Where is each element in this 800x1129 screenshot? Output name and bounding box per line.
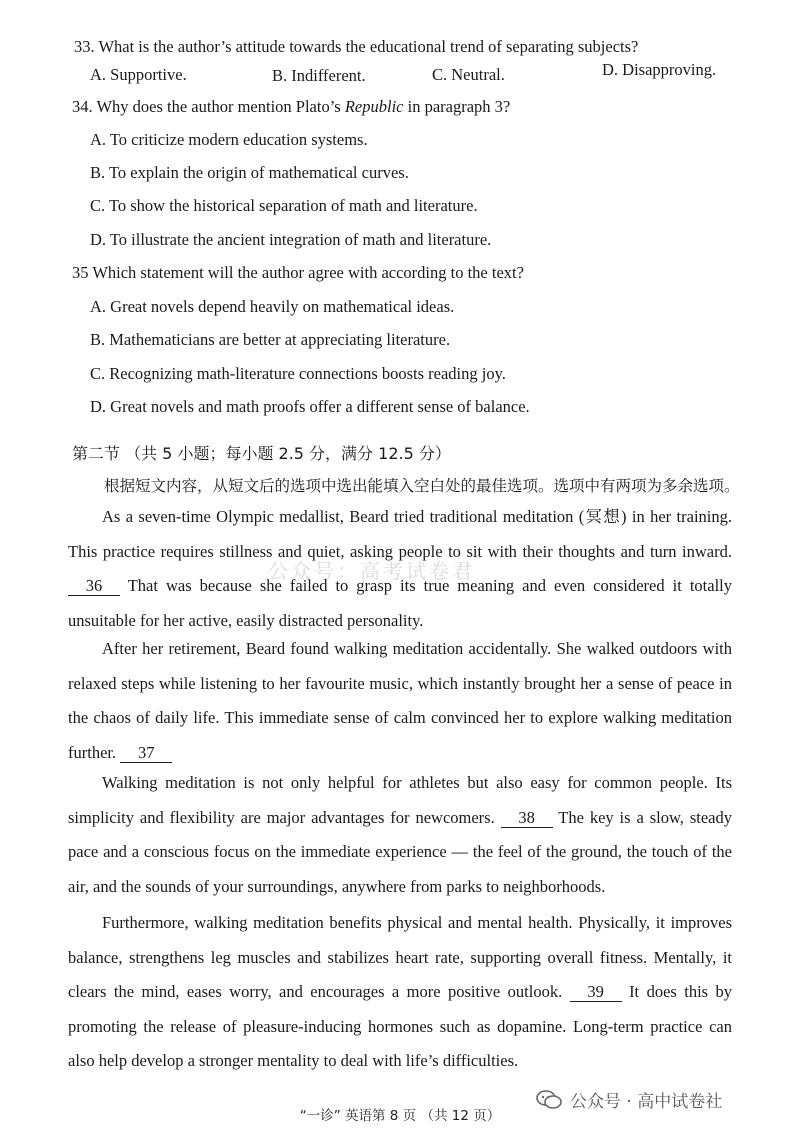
- passage-paragraph-4: Furthermore, walking meditation benefits physical and mental health. Physically, it improves balance, strengthens leg muscles and stabilizes heart rate, supporting overall fitness. Mentally, it clears the mind, eases worry, and encourages a more positive outlook. 39 It does this by promoting the release of pleasure-inducing hormones such as dopamine. Long-term practice can also help develop a stronger mentality to deal with life’s difficulties.: [68, 913, 732, 1070]
- question-35-option-c: C. Recognizing math-literature connections boosts reading joy.: [90, 364, 506, 383]
- question-34-option-b: B. To explain the origin of mathematical curves.: [90, 163, 409, 182]
- question-33-option-d: D. Disapproving.: [602, 60, 717, 79]
- blank-39: 39: [570, 983, 622, 1002]
- section-title: 第二节 （共 5 小题；每小题 2.5 分，满分 12.5 分）: [72, 444, 451, 463]
- question-35-option-b: B. Mathematicians are better at appreciating literature.: [90, 330, 451, 349]
- question-33-stem: 33. What is the author’s attitude towards the educational trend of separating subjects?: [74, 37, 639, 56]
- blank-38: 38: [501, 809, 553, 828]
- blank-37: 37: [120, 744, 172, 763]
- section-instruction: 根据短文内容，从短文后的选项中选出能填入空白处的最佳选项。选项中有两项为多余选项。: [104, 477, 740, 495]
- blank-36: 36: [68, 577, 120, 596]
- question-34-stem: 34. Why does the author mention Plato’s Republic in paragraph 3?: [72, 97, 511, 116]
- question-34-option-a: A. To criticize modern education systems.: [90, 130, 368, 149]
- question-35-option-d: D. Great novels and math proofs offer a different sense of balance.: [90, 397, 530, 416]
- question-35-option-a: A. Great novels depend heavily on mathematical ideas.: [90, 297, 455, 316]
- question-34-option-d: D. To illustrate the ancient integration of math and literature.: [90, 230, 492, 249]
- question-35-stem: 35 Which statement will the author agree with according to the text?: [72, 263, 524, 282]
- question-34-option-c: C. To show the historical separation of math and literature.: [90, 196, 478, 215]
- passage-paragraph-1: As a seven-time Olympic medallist, Beard tried traditional meditation (冥想) in her training. This practice requires stillness and quiet, asking people to sit with their thoughts and turn inward. 36 That was because she failed to grasp its true meaning and even considered it totally unsuitable for her active, easily distracted personality.: [68, 507, 732, 630]
- passage-paragraph-3: Walking meditation is not only helpful for athletes but also easy for common people. Its simplicity and flexibility are major advantages for newcomers. 38 The key is a slow, steady pace and a conscious focus on the immediate experience — the feel of the ground, the touch of the air, and the sounds of your surroundings, anywhere from parks to neighborhoods.: [68, 773, 733, 896]
- page-footer: “一诊” 英语第 8 页 （共 12 页）: [299, 1108, 501, 1124]
- question-33-option-c: C. Neutral.: [432, 65, 505, 84]
- question-33-option-a: A. Supportive.: [90, 65, 187, 84]
- brand-text: 公众号 · 高中试卷社: [570, 1092, 723, 1112]
- question-33-option-b: B. Indifferent.: [272, 66, 366, 85]
- passage-paragraph-2: After her retirement, Beard found walking meditation accidentally. She walked outdoors with relaxed steps while listening to her favourite music, which instantly brought her a sense of peace in the chaos of daily life. This immediate sense of calm convinced her to explore walking meditation further. 37: [68, 639, 732, 762]
- watermark-text: 公众号：高考试卷君: [268, 559, 475, 583]
